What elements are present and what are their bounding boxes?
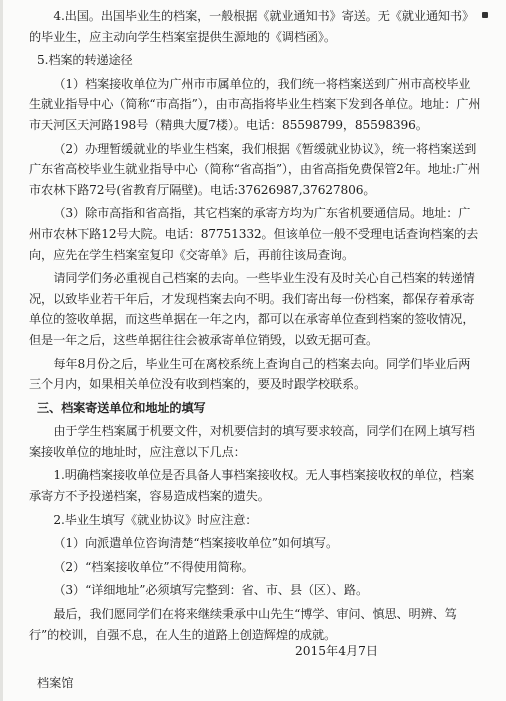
- paragraph-route-1: （1）档案接收单位为广州市市属单位的，我们统一将档案送到广州市高校毕业生就业指导中心（简称“市高指”），由市高指将毕业生档案下发到各单位。地址：广州市天河区天河路198号（精典大厦7楼）。电话：85598799，85598396。: [29, 76, 481, 132]
- section-heading-address: 三、档案寄送单位和地址的填写: [37, 400, 206, 415]
- paragraph-attention: 请同学们务必重视自己档案的去向。一些毕业生没有及时关心自己档案的转递情况，以致毕业若干年后，才发现档案去向不明。我们寄出每一份档案，都保存着承寄单位的签收单据，而这些单据在一年之内，都可以在承寄单位查到档案的签收情况，但是一年之后，这些单据往往会被承寄单位销毁，以致无据可查。: [29, 271, 475, 347]
- page-edge: [0, 0, 3, 701]
- paragraph-subpoint-3: （3）“详细地址”必须填写完整到：省、市、县（区）、路。: [53, 583, 368, 598]
- section-transfer-routes: 5.档案的转递途径: [37, 53, 133, 68]
- paragraph-route-3: （3）除市高指和省高指，其它档案的承寄方均为广东省机要通信局。地址：广州市农林下路12号大院。电话：87751332。但该单位一般不受理电话查询档案的去向，应先在学生档案室复印《交寄单》后，再前往该局查询。: [29, 206, 479, 262]
- issuer-signature: 档案馆: [37, 676, 74, 690]
- document-date: 2015年4月7日: [295, 644, 379, 658]
- paragraph-point-1: 1.明确档案接收单位是否具备人事档案接收权。无人事档案接收权的单位，档案承寄方不予投递档案，容易造成档案的遗失。: [29, 468, 474, 504]
- document-body: [29, 6, 481, 648]
- paragraph-closing: 最后，我们愿同学们在将来继续秉承中山先生“博学、审问、慎思、明辨、笃行”的校训，自强不息，在人生的道路上创造辉煌的成就。: [29, 607, 457, 642]
- paragraph-emigration: 4.出国。出国毕业生的档案，一般根据《就业通知书》寄送。无《就业通知书》的毕业生，应主动向学生档案室提供生源地的《调档函》。: [29, 9, 474, 44]
- paragraph-subpoint-2: （2）“档案接收单位”不得使用简称。: [53, 559, 254, 574]
- paragraph-subpoint-1: （1）向派遣单位咨询清楚“档案接收单位”如何填写。: [53, 536, 338, 551]
- paragraph-query-timing: 每年8月份之后，毕业生可在离校系统上查询自己的档案去向。同学们毕业后两三个月内，如果相关单位没有收到档案的，要及时跟学校联系。: [29, 356, 471, 392]
- paragraph-route-2: （2）办理暂缓就业的毕业生档案，我们根据《暂缓就业协议》，统一将档案送到广东省高校毕业生就业指导中心（简称“省高指”），由省高指免费保管2年。地址:广州市农林下路72号(省教育厅隔壁)。电话:37626987,37627806。: [29, 141, 480, 197]
- scan-mark: [482, 12, 488, 18]
- paragraph-address-intro: 由于学生档案属于机要文件，对机要信封的填写要求较高，同学们在网上填写档案接收单位的地址时，应注意以下几点：: [29, 424, 475, 459]
- paragraph-point-2: 2.毕业生填写《就业协议》时应注意：: [53, 512, 258, 527]
